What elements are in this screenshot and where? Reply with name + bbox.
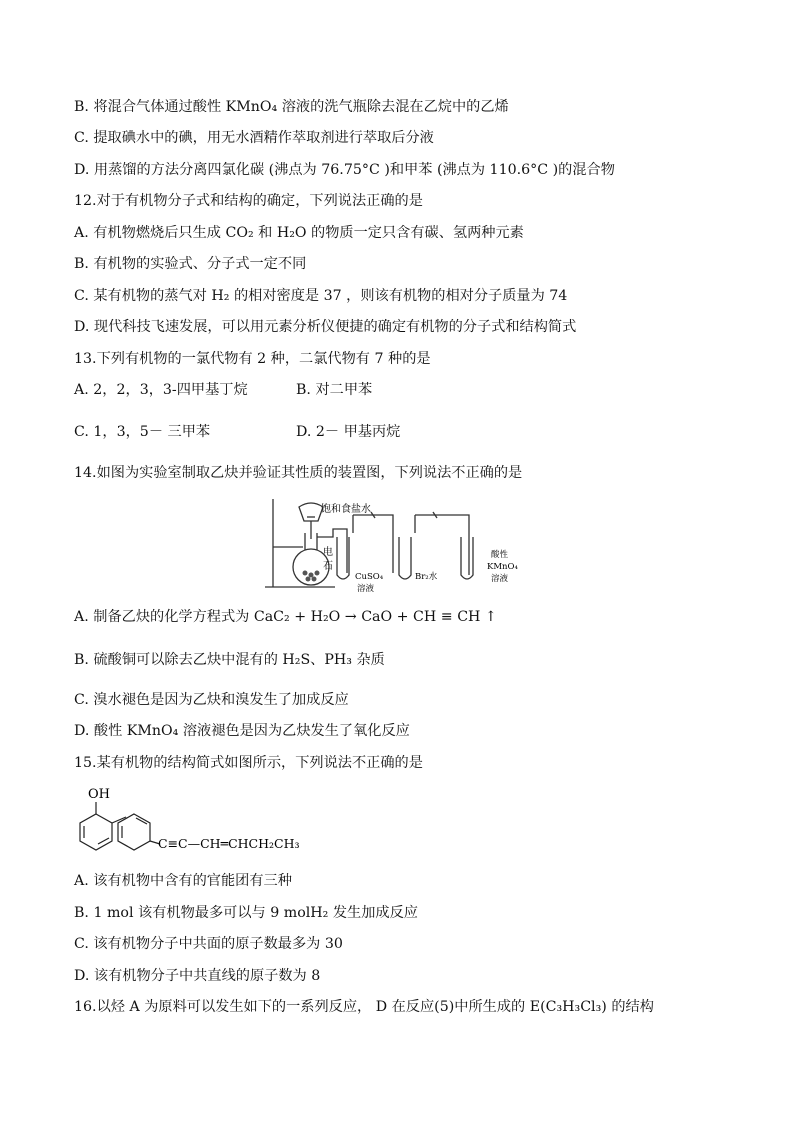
q11-option-d: D. 用蒸馏的方法分离四氯化碳 (沸点为 76.75°C )和甲苯 (沸点为 110.6°C )的混合物 — [74, 162, 615, 178]
tube1-label-2: 溶液 — [357, 584, 375, 594]
q13-option-a: A. 2，2，3，3-四甲基丁烷 — [74, 382, 248, 398]
q13-option-c: C. 1，3，5－ 三甲苯 — [74, 424, 211, 440]
carbide-label-2: 石 — [323, 561, 333, 572]
q12-option-a: A. 有机物燃烧后只生成 CO₂ 和 H₂O 的物质一定只含有碳、氢两种元素 — [74, 225, 524, 241]
acetylene-apparatus-figure — [263, 495, 529, 599]
q15-option-b: B. 1 mol 该有机物最多可以与 9 molH₂ 发生加成反应 — [74, 905, 418, 921]
tube1-label-1: CuSO₄ — [355, 572, 384, 582]
q14-stem: 14.如图为实验室制取乙炔并验证其性质的装置图，下列说法不正确的是 — [74, 465, 523, 481]
q12-option-b: B. 有机物的实验式、分子式一定不同 — [74, 256, 307, 272]
q15-option-c: C. 该有机物分子中共面的原子数最多为 30 — [74, 936, 343, 952]
q14-option-a: A. 制备乙炔的化学方程式为 CaC₂ + H₂O → CaO + CH ≡ CH ↑ — [74, 609, 497, 625]
funnel-label: 饱和食盐水 — [321, 504, 371, 515]
q14-option-d: D. 酸性 KMnO₄ 溶液褪色是因为乙炔发生了氧化反应 — [74, 723, 410, 739]
q13-option-b: B. 对二甲苯 — [296, 382, 373, 398]
tube3-label-1: 酸性 — [491, 550, 509, 560]
oh-label: OH — [88, 787, 110, 802]
q11-option-b: B. 将混合气体通过酸性 KMnO₄ 溶液的洗气瓶除去混在乙烷中的乙烯 — [74, 99, 509, 115]
q12-stem: 12.对于有机物分子式和结构的确定，下列说法正确的是 — [74, 193, 423, 209]
q13-stem: 13.下列有机物的一氯代物有 2 种，二氯代物有 7 种的是 — [74, 351, 431, 367]
tube3-label-3: 溶液 — [491, 574, 509, 584]
tube2-label: Br₂水 — [415, 572, 438, 582]
q12-option-d: D. 现代科技飞速发展，可以用元素分析仪便捷的确定有机物的分子式和结构简式 — [74, 319, 577, 335]
q11-option-c: C. 提取碘水中的碘，用无水酒精作萃取剂进行萃取后分液 — [74, 130, 434, 146]
tube3-label-2: KMnO₄ — [487, 562, 518, 572]
carbide-label-1: 电 — [323, 547, 333, 558]
q15-stem: 15.某有机物的结构简式如图所示，下列说法不正确的是 — [74, 755, 423, 771]
structural-formula-figure — [74, 782, 334, 864]
q12-option-c: C. 某有机物的蒸气对 H₂ 的相对密度是 37 ，则该有机物的相对分子质量为 74 — [74, 288, 568, 304]
q14-option-b: B. 硫酸铜可以除去乙炔中混有的 H₂S、PH₃ 杂质 — [74, 652, 385, 668]
q16-stem: 16.以烃 A 为原料可以发生如下的一系列反应， D 在反应(5)中所生成的 E(C₃H₃Cl₃) 的结构 — [74, 999, 654, 1015]
q15-option-a: A. 该有机物中含有的官能团有三种 — [74, 873, 292, 889]
side-chain-label: C≡C—CH═CHCH₂CH₃ — [158, 836, 300, 851]
q15-option-d: D. 该有机物分子中共直线的原子数为 8 — [74, 968, 321, 984]
q14-option-c: C. 溴水褪色是因为乙炔和溴发生了加成反应 — [74, 692, 349, 708]
q13-option-d: D. 2－ 甲基丙烷 — [296, 424, 401, 440]
